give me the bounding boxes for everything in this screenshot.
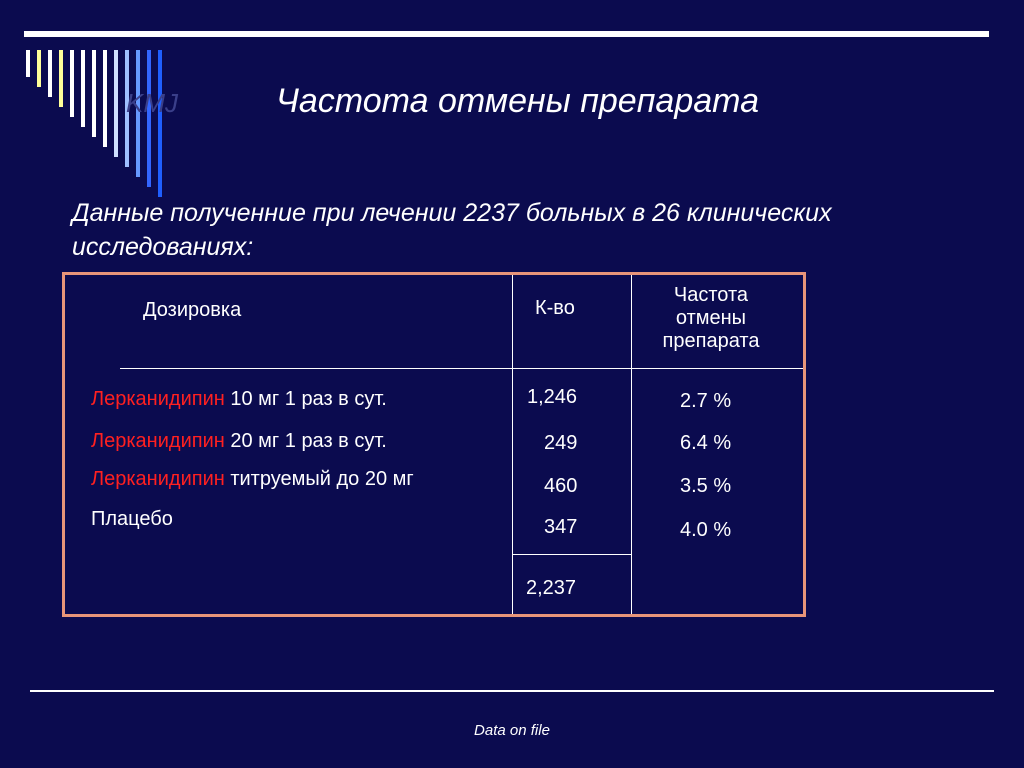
dose-text: 10 мг 1 раз в сут. xyxy=(224,388,387,410)
table-row-3-rate: 3.5 % xyxy=(680,475,732,497)
bottom-rule xyxy=(30,690,994,692)
dose-text: 20 мг 1 раз в сут. xyxy=(224,430,387,452)
decor-bar xyxy=(37,50,41,87)
decor-bar xyxy=(70,50,74,117)
header-count: К-во xyxy=(535,297,575,319)
slide-subtitle: Данные полученние при лечении 2237 больных в 26 клинических исследованиях: xyxy=(72,199,832,261)
drug-name: Лерканидипин xyxy=(91,388,225,410)
table-row-4-rate: 4.0 % xyxy=(680,519,732,541)
decor-bar xyxy=(103,50,107,147)
table-row-1-count: 1,246 xyxy=(527,386,578,408)
total-rule xyxy=(512,554,631,555)
top-rule xyxy=(24,31,989,37)
table-row-1-dose xyxy=(91,388,387,411)
table-row-2-rate: 6.4 % xyxy=(680,432,732,454)
slide-title: Частота отмены препарата xyxy=(276,82,760,120)
decor-bar xyxy=(59,50,63,107)
table-row-2-count: 249 xyxy=(544,432,578,454)
table-row-3-dose xyxy=(91,468,414,491)
table-row-4-count: 347 xyxy=(544,516,578,538)
header-rate-line-1: Частота xyxy=(673,284,749,306)
ghost-text: KMJ xyxy=(126,88,178,118)
footer-source: Data on file xyxy=(474,722,550,739)
decor-bar xyxy=(26,50,30,77)
decor-bar xyxy=(114,50,118,157)
header-rule xyxy=(120,368,803,369)
dose-text: Плацебо xyxy=(91,508,173,530)
header-rate-line-2: отмены xyxy=(675,307,747,329)
table-row-3-count: 460 xyxy=(544,475,578,497)
withdrawal-table xyxy=(62,272,806,617)
decorative-bars xyxy=(26,50,176,210)
decor-bar xyxy=(92,50,96,137)
header-rate-line-3: препарата xyxy=(662,330,760,352)
header-rate xyxy=(631,284,791,353)
table-row-2-dose xyxy=(91,430,387,453)
decor-bar xyxy=(48,50,52,97)
decor-bar xyxy=(158,50,162,197)
drug-name: Лерканидипин xyxy=(91,430,225,452)
total-count: 2,237 xyxy=(526,577,577,599)
table-row-1-rate: 2.7 % xyxy=(680,390,732,412)
decor-bar xyxy=(81,50,85,127)
divider-col-1 xyxy=(512,275,513,614)
drug-name: Лерканидипин xyxy=(91,468,225,490)
table-row-4-dose xyxy=(91,508,173,531)
header-dose: Дозировка xyxy=(143,299,242,321)
dose-text: титруемый до 20 мг xyxy=(224,468,414,490)
